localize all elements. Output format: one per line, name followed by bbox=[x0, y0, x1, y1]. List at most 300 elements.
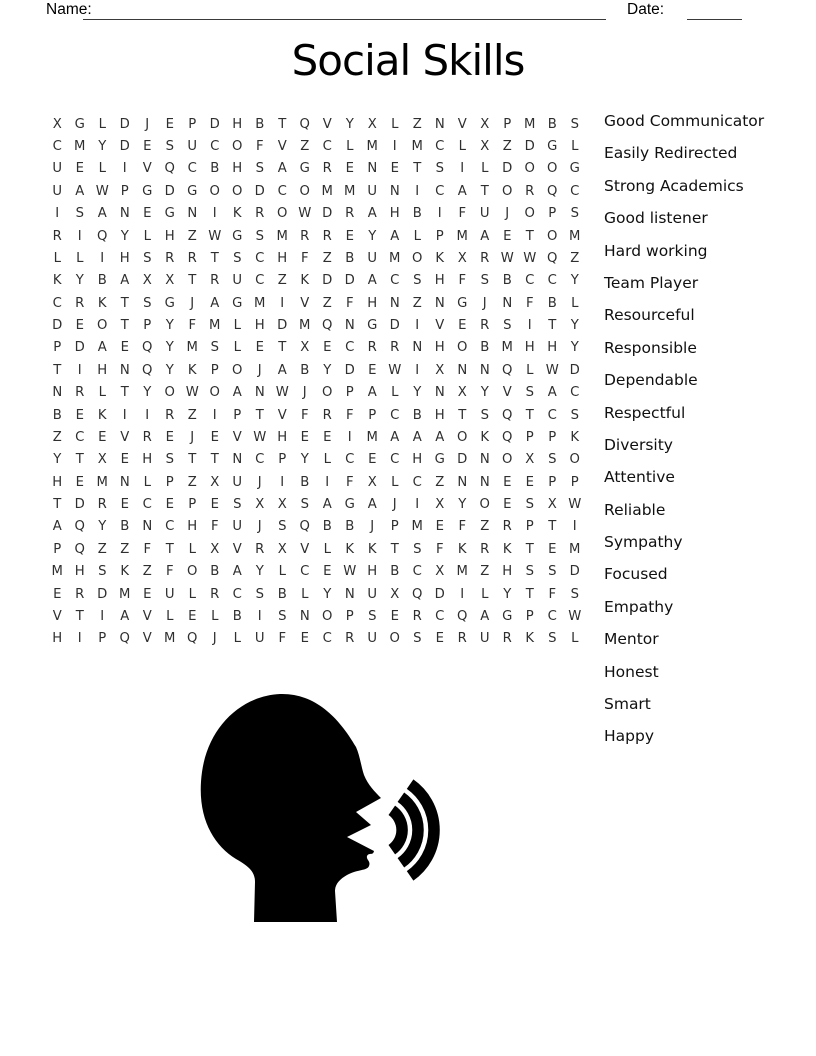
grid-letter: Z bbox=[97, 541, 107, 557]
grid-letter: H bbox=[74, 564, 85, 580]
grid-letter: X bbox=[52, 116, 62, 132]
grid-letter: J bbox=[145, 116, 150, 132]
grid-letter: Z bbox=[187, 407, 197, 423]
grid-letter: O bbox=[412, 250, 423, 266]
grid-letter: S bbox=[525, 497, 534, 513]
grid-letter: H bbox=[367, 295, 378, 311]
grid-letter: B bbox=[277, 586, 287, 602]
grid-letter: R bbox=[412, 608, 422, 624]
word-list-item: Easily Redirected bbox=[604, 144, 738, 163]
grid-letter: A bbox=[367, 497, 377, 513]
grid-letter: S bbox=[413, 541, 422, 557]
grid-letter: B bbox=[390, 564, 400, 580]
grid-letter: V bbox=[142, 631, 152, 647]
grid-letter: Y bbox=[480, 385, 489, 401]
grid-letter: R bbox=[187, 250, 197, 266]
grid-letter: T bbox=[278, 340, 287, 356]
grid-letter: R bbox=[345, 206, 355, 222]
grid-letter: C bbox=[255, 452, 265, 468]
grid-letter: N bbox=[142, 519, 153, 535]
grid-letter: I bbox=[257, 608, 262, 624]
grid-letter: G bbox=[232, 295, 243, 311]
grid-letter: K bbox=[300, 273, 310, 289]
grid-letter: U bbox=[232, 273, 243, 289]
grid-letter: U bbox=[479, 631, 490, 647]
grid-letter: P bbox=[278, 452, 287, 468]
word-list-item: Honest bbox=[604, 662, 659, 681]
grid-letter: V bbox=[142, 608, 152, 624]
grid-letter: F bbox=[458, 273, 467, 289]
grid-letter: E bbox=[548, 541, 557, 557]
grid-letter: K bbox=[435, 250, 445, 266]
grid-letter: V bbox=[232, 541, 242, 557]
grid-letter: O bbox=[502, 183, 513, 199]
grid-letter: G bbox=[232, 228, 243, 244]
grid-letter: Z bbox=[120, 541, 130, 557]
grid-letter: S bbox=[570, 116, 579, 132]
grid-letter: Z bbox=[570, 250, 580, 266]
grid-letter: E bbox=[210, 429, 219, 445]
grid-letter: H bbox=[502, 564, 513, 580]
grid-letter: L bbox=[278, 564, 286, 580]
grid-letter: H bbox=[142, 452, 153, 468]
grid-letter: H bbox=[412, 452, 423, 468]
grid-letter: B bbox=[255, 116, 265, 132]
grid-letter: T bbox=[53, 497, 62, 513]
grid-letter: B bbox=[502, 273, 512, 289]
grid-letter: D bbox=[74, 497, 85, 513]
grid-letter: M bbox=[456, 228, 468, 244]
grid-letter: O bbox=[232, 139, 243, 155]
grid-letter: M bbox=[456, 564, 468, 580]
grid-letter: L bbox=[53, 250, 61, 266]
grid-letter: P bbox=[345, 385, 354, 401]
grid-letter: E bbox=[323, 429, 332, 445]
grid-letter: S bbox=[525, 385, 534, 401]
grid-letter: N bbox=[232, 452, 243, 468]
grid-letter: L bbox=[526, 362, 534, 378]
grid-letter: T bbox=[525, 541, 534, 557]
grid-letter: E bbox=[503, 474, 512, 490]
grid-letter: B bbox=[97, 273, 107, 289]
grid-letter: M bbox=[321, 183, 333, 199]
grid-letter: L bbox=[143, 228, 151, 244]
grid-letter: B bbox=[322, 519, 332, 535]
grid-letter: J bbox=[302, 385, 307, 401]
grid-letter: P bbox=[143, 318, 152, 334]
grid-letter: C bbox=[300, 564, 310, 580]
grid-letter: E bbox=[75, 161, 84, 177]
grid-letter: V bbox=[322, 116, 332, 132]
grid-letter: W bbox=[500, 250, 514, 266]
grid-letter: C bbox=[165, 519, 175, 535]
word-list-item: Empathy bbox=[604, 597, 674, 616]
grid-letter: X bbox=[390, 586, 400, 602]
grid-letter: I bbox=[347, 429, 352, 445]
grid-letter: Q bbox=[299, 116, 310, 132]
grid-letter: X bbox=[277, 541, 287, 557]
grid-letter: Y bbox=[458, 497, 467, 513]
grid-letter: F bbox=[345, 295, 354, 311]
grid-letter: Y bbox=[300, 452, 309, 468]
grid-letter: Z bbox=[322, 295, 332, 311]
grid-letter: P bbox=[390, 519, 399, 535]
grid-letter: Z bbox=[277, 273, 287, 289]
grid-letter: H bbox=[254, 318, 265, 334]
grid-letter: O bbox=[524, 206, 535, 222]
grid-letter: C bbox=[322, 139, 332, 155]
grid-letter: J bbox=[257, 519, 262, 535]
grid-letter: D bbox=[322, 273, 333, 289]
grid-letter: T bbox=[53, 362, 62, 378]
grid-letter: I bbox=[460, 586, 465, 602]
grid-letter: N bbox=[434, 385, 445, 401]
grid-letter: Z bbox=[480, 564, 490, 580]
grid-letter: P bbox=[345, 608, 354, 624]
grid-letter: P bbox=[233, 407, 242, 423]
grid-letter: A bbox=[390, 228, 400, 244]
grid-letter: O bbox=[502, 452, 513, 468]
grid-letter: Y bbox=[570, 273, 579, 289]
grid-letter: Q bbox=[187, 631, 198, 647]
grid-letter: R bbox=[165, 250, 175, 266]
grid-letter: A bbox=[232, 385, 242, 401]
grid-letter: S bbox=[278, 519, 287, 535]
grid-letter: O bbox=[389, 631, 400, 647]
grid-letter: S bbox=[525, 564, 534, 580]
grid-letter: L bbox=[481, 586, 489, 602]
grid-letter: D bbox=[389, 318, 400, 334]
grid-letter: A bbox=[277, 161, 287, 177]
grid-letter: W bbox=[253, 429, 267, 445]
grid-letter: L bbox=[391, 474, 399, 490]
grid-letter: O bbox=[322, 608, 333, 624]
grid-letter: A bbox=[120, 608, 130, 624]
grid-letter: K bbox=[345, 541, 355, 557]
grid-letter: S bbox=[480, 273, 489, 289]
grid-letter: T bbox=[120, 385, 129, 401]
grid-letter: R bbox=[165, 407, 175, 423]
grid-letter: R bbox=[367, 340, 377, 356]
grid-letter: A bbox=[120, 273, 130, 289]
grid-letter: G bbox=[457, 295, 468, 311]
grid-letter: Z bbox=[300, 139, 310, 155]
grid-letter: X bbox=[457, 250, 467, 266]
grid-letter: Y bbox=[165, 362, 174, 378]
grid-letter: P bbox=[188, 116, 197, 132]
grid-letter: E bbox=[143, 586, 152, 602]
grid-letter: E bbox=[323, 340, 332, 356]
grid-letter: Z bbox=[412, 295, 422, 311]
grid-letter: G bbox=[569, 161, 580, 177]
grid-letter: Q bbox=[119, 631, 130, 647]
grid-letter: M bbox=[524, 116, 536, 132]
grid-letter: K bbox=[187, 362, 197, 378]
grid-letter: W bbox=[568, 497, 582, 513]
grid-letter: B bbox=[547, 116, 557, 132]
grid-letter: I bbox=[212, 407, 217, 423]
grid-letter: W bbox=[185, 385, 199, 401]
grid-letter: L bbox=[188, 586, 196, 602]
grid-letter: A bbox=[75, 183, 85, 199]
grid-letter: E bbox=[435, 631, 444, 647]
grid-letter: F bbox=[300, 250, 309, 266]
grid-letter: C bbox=[547, 407, 557, 423]
grid-letter: I bbox=[392, 139, 397, 155]
grid-letter: L bbox=[346, 139, 354, 155]
word-list-item: Good Communicator bbox=[604, 112, 765, 130]
grid-letter: A bbox=[97, 340, 107, 356]
grid-letter: P bbox=[120, 183, 129, 199]
grid-letter: O bbox=[547, 161, 558, 177]
grid-letter: M bbox=[299, 318, 311, 334]
grid-letter: E bbox=[368, 452, 377, 468]
grid-letter: G bbox=[142, 183, 153, 199]
grid-letter: F bbox=[278, 631, 287, 647]
grid-letter: I bbox=[55, 206, 60, 222]
grid-letter: M bbox=[51, 564, 63, 580]
grid-letter: D bbox=[277, 318, 288, 334]
grid-letter: C bbox=[390, 452, 400, 468]
grid-letter: R bbox=[75, 295, 85, 311]
grid-letter: K bbox=[502, 541, 512, 557]
grid-letter: R bbox=[210, 586, 220, 602]
grid-letter: H bbox=[434, 340, 445, 356]
grid-letter: N bbox=[119, 206, 130, 222]
grid-letter: I bbox=[415, 362, 420, 378]
grid-letter: X bbox=[210, 474, 220, 490]
grid-letter: L bbox=[76, 250, 84, 266]
grid-letter: W bbox=[343, 564, 357, 580]
grid-letter: Q bbox=[97, 228, 108, 244]
grid-letter: A bbox=[390, 429, 400, 445]
grid-letter: Q bbox=[74, 541, 85, 557]
grid-letter: I bbox=[122, 407, 127, 423]
grid-letter: Q bbox=[142, 362, 153, 378]
grid-letter: A bbox=[480, 228, 490, 244]
word-list-item: Reliable bbox=[604, 500, 666, 519]
grid-letter: R bbox=[345, 631, 355, 647]
grid-letter: C bbox=[570, 183, 580, 199]
grid-letter: E bbox=[458, 318, 467, 334]
grid-letter: I bbox=[527, 318, 532, 334]
grid-letter: T bbox=[548, 318, 557, 334]
date-blank-line bbox=[687, 3, 742, 20]
grid-letter: L bbox=[571, 295, 579, 311]
grid-letter: D bbox=[344, 273, 355, 289]
grid-letter: G bbox=[502, 608, 513, 624]
grid-letter: R bbox=[525, 183, 535, 199]
grid-letter: Q bbox=[502, 362, 513, 378]
date-label: Date: bbox=[627, 1, 665, 18]
grid-letter: I bbox=[100, 250, 105, 266]
grid-letter: Y bbox=[570, 340, 579, 356]
grid-letter: T bbox=[525, 407, 534, 423]
grid-letter: E bbox=[75, 474, 84, 490]
grid-letter: O bbox=[97, 318, 108, 334]
word-list-item: Respectful bbox=[604, 403, 686, 422]
grid-letter: V bbox=[300, 541, 310, 557]
grid-letter: F bbox=[210, 519, 219, 535]
grid-letter: P bbox=[548, 429, 557, 445]
grid-letter: Y bbox=[255, 564, 264, 580]
grid-letter: N bbox=[254, 385, 265, 401]
grid-letter: H bbox=[119, 250, 130, 266]
grid-letter: P bbox=[503, 116, 512, 132]
grid-letter: B bbox=[480, 340, 490, 356]
grid-letter: L bbox=[413, 228, 421, 244]
word-list-item: Team Player bbox=[604, 273, 699, 292]
grid-letter: N bbox=[187, 206, 198, 222]
grid-letter: W bbox=[545, 362, 559, 378]
grid-letter: V bbox=[277, 139, 287, 155]
grid-letter: W bbox=[95, 183, 109, 199]
grid-letter: M bbox=[569, 228, 581, 244]
grid-letter: L bbox=[323, 541, 331, 557]
grid-letter: T bbox=[188, 452, 197, 468]
grid-letter: P bbox=[53, 340, 62, 356]
grid-letter: P bbox=[525, 608, 534, 624]
grid-letter: O bbox=[299, 183, 310, 199]
grid-letter: H bbox=[524, 340, 535, 356]
grid-letter: I bbox=[122, 161, 127, 177]
grid-letter: U bbox=[232, 474, 243, 490]
grid-letter: Q bbox=[322, 318, 333, 334]
grid-letter: L bbox=[233, 318, 241, 334]
grid-letter: U bbox=[367, 183, 378, 199]
grid-letter: H bbox=[52, 474, 63, 490]
grid-letter: A bbox=[457, 183, 467, 199]
grid-letter: X bbox=[525, 452, 535, 468]
grid-letter: N bbox=[479, 474, 490, 490]
grid-letter: R bbox=[97, 497, 107, 513]
grid-letter: W bbox=[275, 385, 289, 401]
grid-letter: Q bbox=[502, 429, 513, 445]
grid-letter: I bbox=[460, 161, 465, 177]
grid-letter: O bbox=[322, 385, 333, 401]
grid-letter: R bbox=[52, 228, 62, 244]
grid-letter: M bbox=[186, 340, 198, 356]
grid-letter: T bbox=[75, 608, 84, 624]
grid-letter: C bbox=[435, 608, 445, 624]
grid-letter: C bbox=[412, 564, 422, 580]
grid-letter: A bbox=[367, 206, 377, 222]
grid-letter: Y bbox=[53, 452, 62, 468]
grid-letter: C bbox=[187, 161, 197, 177]
grid-letter: J bbox=[370, 519, 375, 535]
grid-letter: S bbox=[165, 139, 174, 155]
grid-letter: I bbox=[572, 519, 577, 535]
grid-letter: K bbox=[97, 407, 107, 423]
grid-letter: B bbox=[120, 519, 130, 535]
grid-letter: C bbox=[255, 250, 265, 266]
grid-letter: Q bbox=[74, 519, 85, 535]
grid-letter: E bbox=[503, 228, 512, 244]
grid-letter: S bbox=[98, 564, 107, 580]
grid-letter: R bbox=[210, 273, 220, 289]
sound-waves-icon bbox=[392, 784, 434, 876]
grid-letter: C bbox=[52, 139, 62, 155]
grid-letter: Q bbox=[142, 340, 153, 356]
grid-letter: K bbox=[480, 429, 490, 445]
grid-letter: B bbox=[232, 608, 242, 624]
grid-letter: B bbox=[52, 407, 62, 423]
grid-letter: G bbox=[344, 497, 355, 513]
grid-letter: F bbox=[345, 407, 354, 423]
grid-letter: N bbox=[119, 474, 130, 490]
grid-letter: S bbox=[548, 452, 557, 468]
grid-letter: Q bbox=[502, 407, 513, 423]
grid-letter: O bbox=[479, 497, 490, 513]
word-list-item: Strong Academics bbox=[604, 176, 744, 195]
grid-letter: L bbox=[98, 116, 106, 132]
grid-letter: E bbox=[525, 474, 534, 490]
grid-letter: C bbox=[255, 273, 265, 289]
grid-letter: M bbox=[366, 139, 378, 155]
grid-letter: L bbox=[98, 161, 106, 177]
grid-letter: D bbox=[322, 206, 333, 222]
grid-letter: H bbox=[187, 519, 198, 535]
grid-letter: S bbox=[233, 250, 242, 266]
grid-letter: T bbox=[120, 295, 129, 311]
grid-letter: B bbox=[412, 407, 422, 423]
grid-letter: Q bbox=[164, 161, 175, 177]
grid-letter: G bbox=[299, 161, 310, 177]
grid-letter: S bbox=[233, 497, 242, 513]
grid-letter: O bbox=[232, 183, 243, 199]
grid-letter: X bbox=[300, 340, 310, 356]
grid-letter: R bbox=[502, 519, 512, 535]
grid-letter: E bbox=[345, 161, 354, 177]
grid-letter: F bbox=[300, 407, 309, 423]
grid-letter: M bbox=[411, 139, 423, 155]
grid-letter: X bbox=[210, 541, 220, 557]
grid-letter: Z bbox=[142, 564, 152, 580]
grid-letter: I bbox=[280, 295, 285, 311]
grid-letter: R bbox=[480, 250, 490, 266]
grid-letter: H bbox=[232, 161, 243, 177]
grid-letter: E bbox=[53, 586, 62, 602]
grid-letter: H bbox=[389, 206, 400, 222]
grid-letter: O bbox=[547, 228, 558, 244]
grid-letter: I bbox=[325, 474, 330, 490]
grid-letter: R bbox=[300, 228, 310, 244]
grid-letter: G bbox=[367, 318, 378, 334]
grid-letter: J bbox=[505, 206, 510, 222]
grid-letter: L bbox=[391, 385, 399, 401]
grid-letter: M bbox=[389, 250, 401, 266]
grid-letter: S bbox=[570, 407, 579, 423]
grid-letter: P bbox=[165, 474, 174, 490]
grid-letter: Z bbox=[322, 250, 332, 266]
grid-letter: I bbox=[77, 362, 82, 378]
grid-letter: N bbox=[412, 340, 423, 356]
grid-letter: U bbox=[254, 631, 265, 647]
grid-letter: O bbox=[209, 385, 220, 401]
grid-letter: I bbox=[415, 183, 420, 199]
grid-letter: I bbox=[145, 407, 150, 423]
grid-letter: R bbox=[480, 318, 490, 334]
grid-letter: X bbox=[435, 497, 445, 513]
grid-letter: S bbox=[413, 273, 422, 289]
grid-letter: I bbox=[100, 608, 105, 624]
grid-letter: E bbox=[120, 497, 129, 513]
grid-letter: W bbox=[523, 250, 537, 266]
grid-letter: A bbox=[367, 273, 377, 289]
grid-letter: D bbox=[569, 564, 580, 580]
grid-letter: D bbox=[524, 139, 535, 155]
grid-letter: Y bbox=[120, 228, 129, 244]
